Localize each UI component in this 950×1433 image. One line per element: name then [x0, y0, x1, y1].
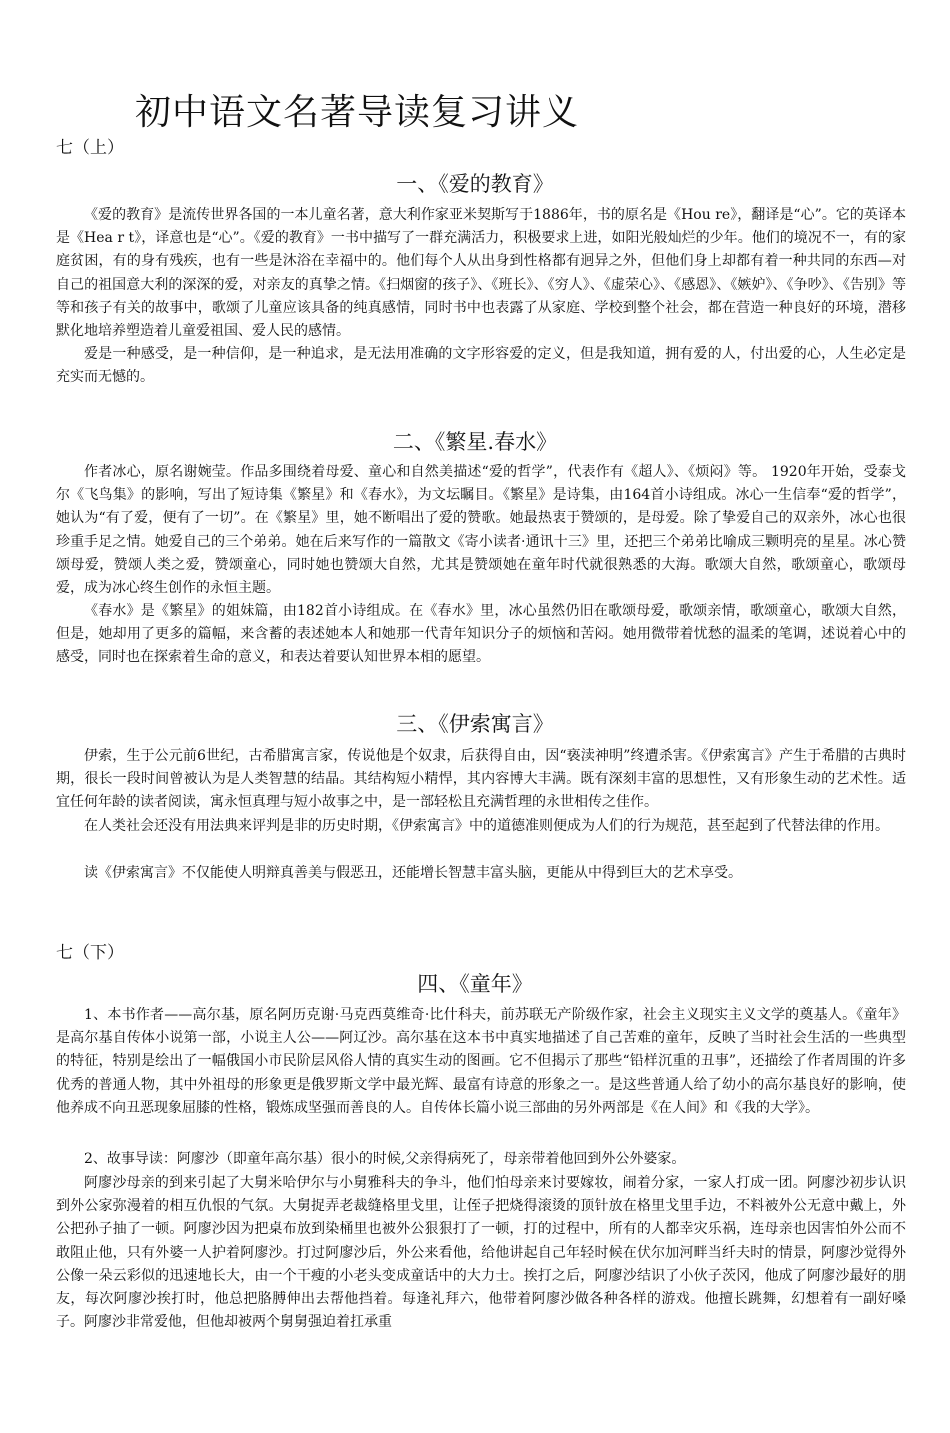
section-3-paragraph-3: 读《伊索寓言》不仅能使人明辩真善美与假恶丑，还能增长智慧丰富头脑，更能从中得到巨大的艺术享受。 — [84, 865, 742, 881]
section-4-paragraph-3: 阿廖沙母亲的到来引起了大舅米哈伊尔与小舅雅科夫的争斗，他们怕母亲来讨要嫁妆，闹着分家，一家人打成一团。阿廖沙初步认识到外公家弥漫着的相互仇恨的气氛。大舅捉弄老裁缝格里戈里，让侄子把烧得滚烫的顶针放在格里戈里手边，不料被外公无意中戴上，外公把孙子抽了一顿。阿廖沙因为把桌布放到染桶里也被外公狠狠打了一顿，打的过程中，所有的人都幸灾乐祸，连母亲也因害怕外公而不敢阻止他，只有外婆一人护着阿廖沙。打过阿廖沙后，外公来看他，给他讲起自己年轻时候在伏尔加河畔当纤夫时的情景，阿廖沙觉得外公像一朵云彩似的迅速地长大，由一个干瘦的小老头变成童话中的大力士。挨打之后，阿廖沙结识了小伙子茨冈，他成了阿廖沙最好的朋友，每次阿廖沙挨打时，他总把胳膊伸出去帮他挡着。每逢礼拜六，他带着阿廖沙做各种各样的游戏。他擅长跳舞，幻想着有一副好嗓子。阿廖沙非常爱他，但他却被两个舅舅强迫着扛承重 — [56, 1175, 906, 1331]
section-1-paragraph-2: 爱是一种感受，是一种信仰，是一种追求，是无法用准确的文字形容爱的定义，但是我知道，拥有爱的人，付出爱的心，人生必定是充实而无憾的。 — [56, 346, 906, 386]
section-1-paragraph-1: 《爱的教育》是流传世界各国的一本儿童名著，意大利作家亚米契斯写于1886年，书的原名是《Hou re》，翻译是“心”。它的英译本是《Hea r t》，译意也是“心”。《爱的教育》一书中描写了一群充满活力，积极要求上进，如阳光般灿烂的少年。他们的境况不一，有的家庭贫困，有的身有残疾，也有一些是沐浴在幸福中的。他们每个人从出身到性格都有迥异之外，但他们身上却都有着一种共同的东西—对自己的祖国意大利的深深的爱，对亲友的真挚之情。《扫烟窗的孩子》、《班长》、《穷人》、《虚荣心》、《感恩》、《嫉妒》、《争吵》、《告别》等等和孩子有关的故事中，歌颂了儿童应该具备的纯真感情，同时书中也表露了从家庭、学校到整个社会，都在营造一种良好的环境，潜移默化地培养塑造着儿童爱祖国、爱人民的感情。 — [56, 207, 906, 340]
term-label-upper: 七（上） — [56, 138, 124, 158]
section-heading-4: 四、《童年》 — [417, 972, 533, 996]
section-heading-1: 一、《爱的教育》 — [396, 172, 554, 196]
section-3-paragraph-1: 伊索，生于公元前6世纪，古希腊寓言家，传说他是个奴隶，后获得自由，因“亵渎神明”终遭杀害。《伊索寓言》产生于希腊的古典时期，很长一段时间曾被认为是人类智慧的结晶。其结构短小精悍，其内容博大丰满。既有深刻丰富的思想性，又有形象生动的艺术性。适宜任何年龄的读者阅读，寓永恒真理与短小故事之中，是一部轻松且充满哲理的永世相传之佳作。 — [56, 748, 906, 811]
section-heading-3: 三、《伊索寓言》 — [396, 712, 554, 736]
term-label-lower: 七（下） — [56, 943, 124, 963]
section-4-paragraph-1: 1、本书作者——高尔基，原名阿历克谢·马克西莫维奇·比什科夫，前苏联无产阶级作家，社会主义现实主义文学的奠基人。《童年》是高尔基自传体小说第一部，小说主人公——阿辽沙。高尔基在这本书中真实地描述了自己苦难的童年，反映了当时社会生活的一些典型的特征，特别是绘出了一幅俄国小市民阶层风俗人情的真实生动的图画。它不但揭示了那些“铅样沉重的丑事”，还描绘了作者周围的许多优秀的普通人物，其中外祖母的形象更是俄罗斯文学中最光辉、最富有诗意的形象之一。是这些普通人给了幼小的高尔基良好的影响，使他养成不向丑恶现象屈膝的性格，锻炼成坚强而善良的人。自传体长篇小说三部曲的另外两部是《在人间》和《我的大学》。 — [56, 1007, 906, 1116]
section-3-paragraph-2: 在人类社会还没有用法典来评判是非的历史时期，《伊索寓言》中的道德准则便成为人们的行为规范，甚至起到了代替法律的作用。 — [84, 818, 889, 834]
section-2-paragraph-2: 《春水》是《繁星》的姐妹篇，由182首小诗组成。在《春水》里，冰心虽然仍旧在歌颂母爱，歌颂亲情，歌颂童心，歌颂大自然，但是，她却用了更多的篇幅，来含蓄的表述她本人和她那一代青年知识分子的烦恼和苦闷。她用微带着忧愁的温柔的笔调，述说着心中的感受，同时也在探索着生命的意义，和表达着要认知世界本相的愿望。 — [56, 603, 906, 666]
section-2-paragraph-1: 作者冰心，原名谢婉莹。作品多围绕着母爱、童心和自然美描述“爱的哲学”，代表作有《超人》、《烦闷》等。 1920年开始，受泰戈尔《飞鸟集》的影响，写出了短诗集《繁星》和《春水》，为文坛瞩目。《繁星》是诗集，由164首小诗组成。冰心一生信奉“爱的哲学”，她认为“有了爱，便有了一切”。在《繁星》里，她不断唱出了爱的赞歌。她最热衷于赞颂的，是母爱。除了挚爱自己的双亲外，冰心也很珍重手足之情。她爱自己的三个弟弟。她在后来写作的一篇散文《寄小读者·通讯十三》里，还把三个弟弟比喻成三颗明亮的星星。冰心赞颂母爱，赞颂人类之爱，赞颂童心，同时她也赞颂大自然，尤其是赞颂她在童年时代就很熟悉的大海。歌颂大自然，歌颂童心，歌颂母爱，成为冰心终生创作的永恒主题。 — [56, 464, 906, 597]
document-title: 初中语文名著导读复习讲义 — [135, 92, 580, 133]
section-heading-2: 二、《繁星.春水》 — [392, 430, 558, 454]
section-4-paragraph-2: 2、故事导读：阿廖沙（即童年高尔基）很小的时候,父亲得病死了，母亲带着他回到外公外婆家。 — [84, 1151, 686, 1167]
